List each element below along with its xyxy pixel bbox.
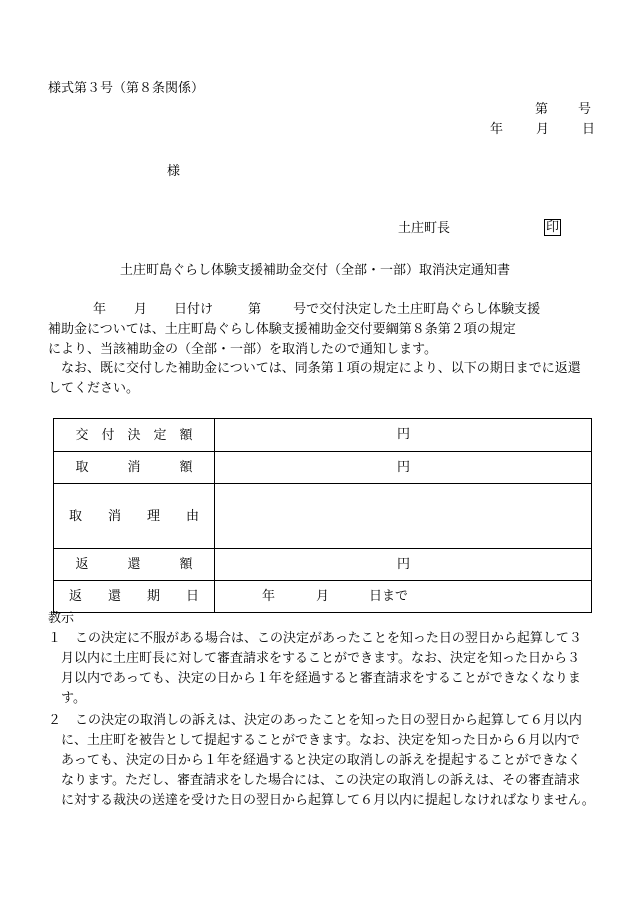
date-year: 年	[490, 122, 504, 137]
label-grant-amount: 交 付 決 定 額	[54, 419, 215, 452]
table-row-refund-deadline	[54, 581, 592, 613]
value-refund-deadline	[215, 581, 592, 613]
label-cancel-reason: 取 消 理 由	[54, 484, 215, 549]
table-row-grant-amount	[54, 419, 592, 452]
deadline-year: 年	[262, 589, 276, 604]
body-line-4: なお、既に交付した補助金については、同条第１項の規定により、以下の期日までに返還	[48, 361, 581, 376]
body-line-1	[48, 303, 596, 316]
table-row-refund-amount	[54, 549, 592, 581]
seal-mark: 印	[546, 220, 560, 235]
body-line-3: により、当該補助金の（全部・一部）を取消したので通知します。	[48, 342, 437, 357]
label-cancel-amount: 取 消 額	[54, 452, 215, 484]
date-month: 月	[536, 122, 550, 137]
body-line-1-rest: 号で交付決定した土庄町島ぐらし体験支援	[293, 302, 541, 317]
note-1-line-3: 月以内であっても、決定の日から１年を経過すると審査請求をすることができなくなりま	[61, 671, 581, 686]
body-month: 月	[134, 302, 148, 317]
addressee: 様	[167, 164, 181, 179]
label-refund-amount: 返 還 額	[54, 549, 215, 581]
unit-yen: 円	[397, 460, 411, 475]
body-no: 第	[248, 302, 262, 317]
issuer-name: 土庄町長	[398, 221, 451, 236]
note-2-line-2: に、土庄町を被告として提起することができます。なお、決定を知った日から６月以内で	[61, 733, 580, 748]
unit-yen: 円	[397, 427, 411, 442]
note-1-number: １	[48, 631, 62, 646]
issue-date-line	[490, 123, 595, 136]
deadline-month: 月	[316, 589, 330, 604]
note-2-line-1: この決定の取消しの訴えは、決定のあったことを知った日の翌日から起算して６月以内	[75, 713, 582, 728]
note-2-line-3: あっても、決定の日から１年を経過すると決定の取消しの訴えを提起することができなく	[61, 753, 581, 768]
document-title: 土庄町島ぐらし体験支援補助金交付（全部・一部）取消決定通知書	[119, 263, 510, 278]
note-1-line-2: 月以内に土庄町長に対して審査請求をすることができます。なお、決定を知った日から３	[61, 651, 580, 666]
note-1-line-4: す。	[61, 691, 86, 706]
unit-yen: 円	[397, 557, 411, 572]
value-refund-amount	[215, 549, 592, 581]
note-2-line-4: なります。ただし、審査請求をした場合には、この決定の取消しの訴えは、その審査請求	[61, 773, 580, 788]
body-day: 日付け	[174, 302, 214, 317]
note-1-line-1: この決定に不服がある場合は、この決定があったことを知った日の翌日から起算して３	[75, 631, 582, 646]
notes-heading: 教示	[48, 611, 75, 626]
table-row-cancel-reason	[54, 484, 592, 549]
body-year: 年	[93, 302, 107, 317]
doc-no-suffix: 号	[578, 102, 592, 117]
form-number: 様式第３号（第８条関係）	[48, 81, 205, 96]
value-cancel-reason	[215, 484, 592, 549]
label-refund-deadline: 返 還 期 日	[54, 581, 215, 613]
body-line-5: してください。	[48, 381, 140, 396]
body-line-2: 補助金については、土庄町島ぐらし体験支援補助金交付要綱第８条第２項の規定	[48, 322, 516, 337]
value-cancel-amount	[215, 452, 592, 484]
doc-no-prefix: 第	[535, 102, 549, 117]
date-day: 日	[582, 122, 596, 137]
note-2-number: ２	[48, 713, 62, 728]
cancellation-summary-table	[53, 418, 592, 613]
table-row-cancel-amount	[54, 452, 592, 484]
value-grant-amount	[215, 419, 592, 452]
note-2-line-5: に対する裁決の送達を受けた日の翌日から起算して６月以内に提起しなければなりません。	[61, 793, 595, 808]
deadline-day-until: 日まで	[369, 589, 409, 604]
document-number-line	[535, 103, 591, 116]
